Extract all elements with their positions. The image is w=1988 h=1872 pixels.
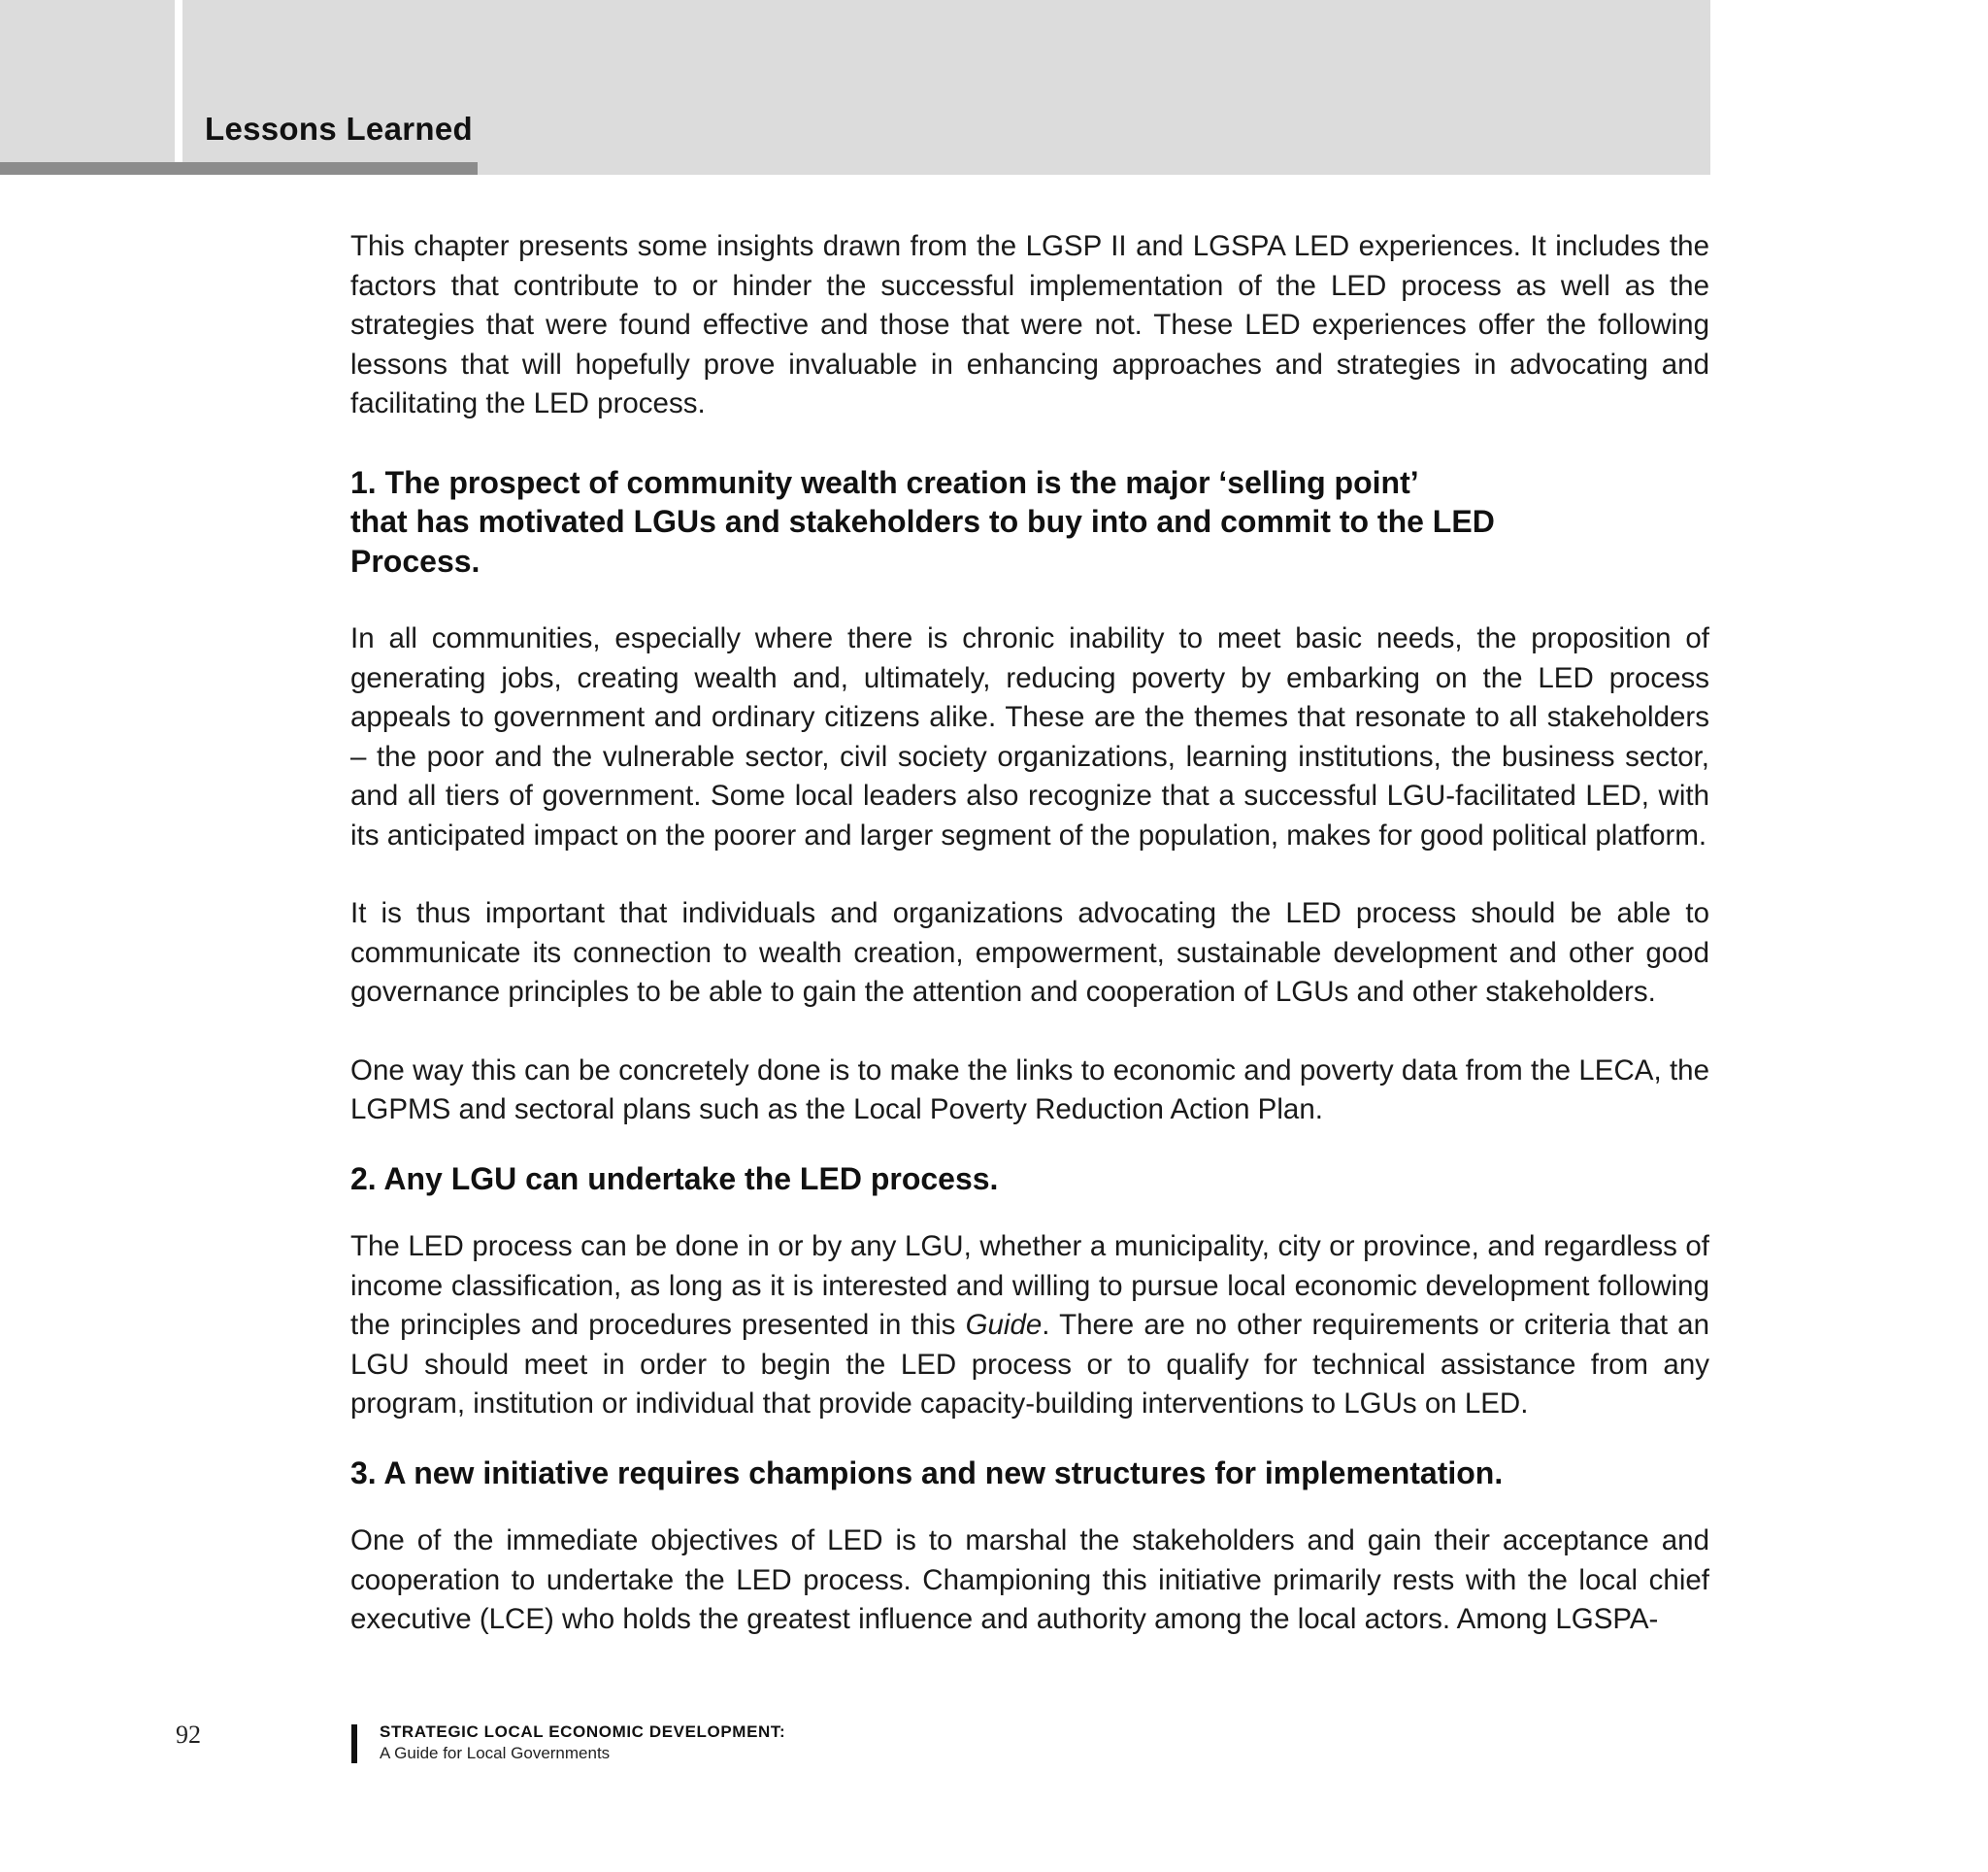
header-gap (175, 0, 182, 175)
main-content (350, 227, 1709, 1640)
lesson-3-heading: 3. A new initiative requires champions and new structures for implementation. (350, 1454, 1504, 1490)
lesson-1-heading-line-3: Process. (350, 543, 480, 579)
lesson-1-paragraph-2: It is thus important that individuals and organizations advocating the LED process should be able to communicate its connection to wealth creation, empowerment, sustainable development and other good governance principles to be able to gain the attention and cooperation of LGUs and other stakeholders. (350, 897, 1709, 1008)
lesson-1-paragraph-3: One way this can be concretely done is to make the links to economic and poverty data from the LECA, the LGPMS and sectoral plans such as the Local Poverty Reduction Action Plan. (350, 1053, 1709, 1125)
footer-subtitle: A Guide for Local Governments (380, 1744, 611, 1762)
lesson-2-paragraph-1-text-b: . There are no other requirements or criteria that an LGU should meet in order to begin the LED process or to qualify for technical assistance from any program, institution or individual that provide capacity-building interventions to LGUs on LED. (350, 1309, 1709, 1420)
page-number: 92 (176, 1721, 201, 1749)
lesson-3-paragraph-1: One of the immediate objectives of LED is to marshal the stakeholders and gain their acceptance and cooperation to undertake the LED process. Championing this initiative primarily rests with the local chief executive (LCE) who holds the greatest influence and authority among the local actors. Among LGSPA- (350, 1524, 1709, 1635)
chapter-title: Lessons Learned (205, 111, 473, 147)
footer-bar (351, 1724, 357, 1763)
lesson-2-paragraph-1-text-a: The LED process can be done in or by any LGU, whether a municipality, city or province, and regardless of income classification, as long as it is interested and willing to pursue local economic development following the principles and procedures presented in this (350, 1230, 1709, 1341)
header-band-left (0, 0, 175, 175)
lesson-2-paragraph-1-italic: Guide (965, 1309, 1043, 1341)
lesson-2-paragraph-1 (350, 1227, 1709, 1424)
footer-title: STRATEGIC LOCAL ECONOMIC DEVELOPMENT: (380, 1722, 786, 1741)
lesson-1-paragraph-1: In all communities, especially where there is chronic inability to meet basic needs, the proposition of generating jobs, creating wealth and, ultimately, reducing poverty by embarking on the LED process appeals to government and ordinary citizens alike. These are the themes that resonate to all stakeholders – the poor and the vulnerable sector, civil society organizations, learning institutions, the business sector, and all tiers of government. Some local leaders also recognize that a successful LGU-facilitated LED, with its anticipated impact on the poorer and larger segment of the population, makes for good political platform. (350, 622, 1709, 852)
lesson-2-heading: 2. Any LGU can undertake the LED process. (350, 1160, 999, 1196)
lesson-1-heading-line-2: that has motivated LGUs and stakeholders to buy into and commit to the LED (350, 504, 1495, 539)
header-rule (0, 162, 478, 175)
lesson-1-heading-line-1: 1. The prospect of community wealth creation is the major ‘selling point’ (350, 464, 1419, 500)
intro-paragraph: This chapter presents some insights drawn from the LGSP II and LGSPA LED experiences. It includes the factors that contribute to or hinder the successful implementation of the LED process as well as the strategies that were found effective and those that were not. These LED experiences offer the following lessons that will hopefully prove invaluable in enhancing approaches and strategies in advocating and facilitating the LED process. (350, 230, 1709, 419)
lesson-1-heading (350, 463, 1709, 582)
header-band (182, 0, 1710, 175)
